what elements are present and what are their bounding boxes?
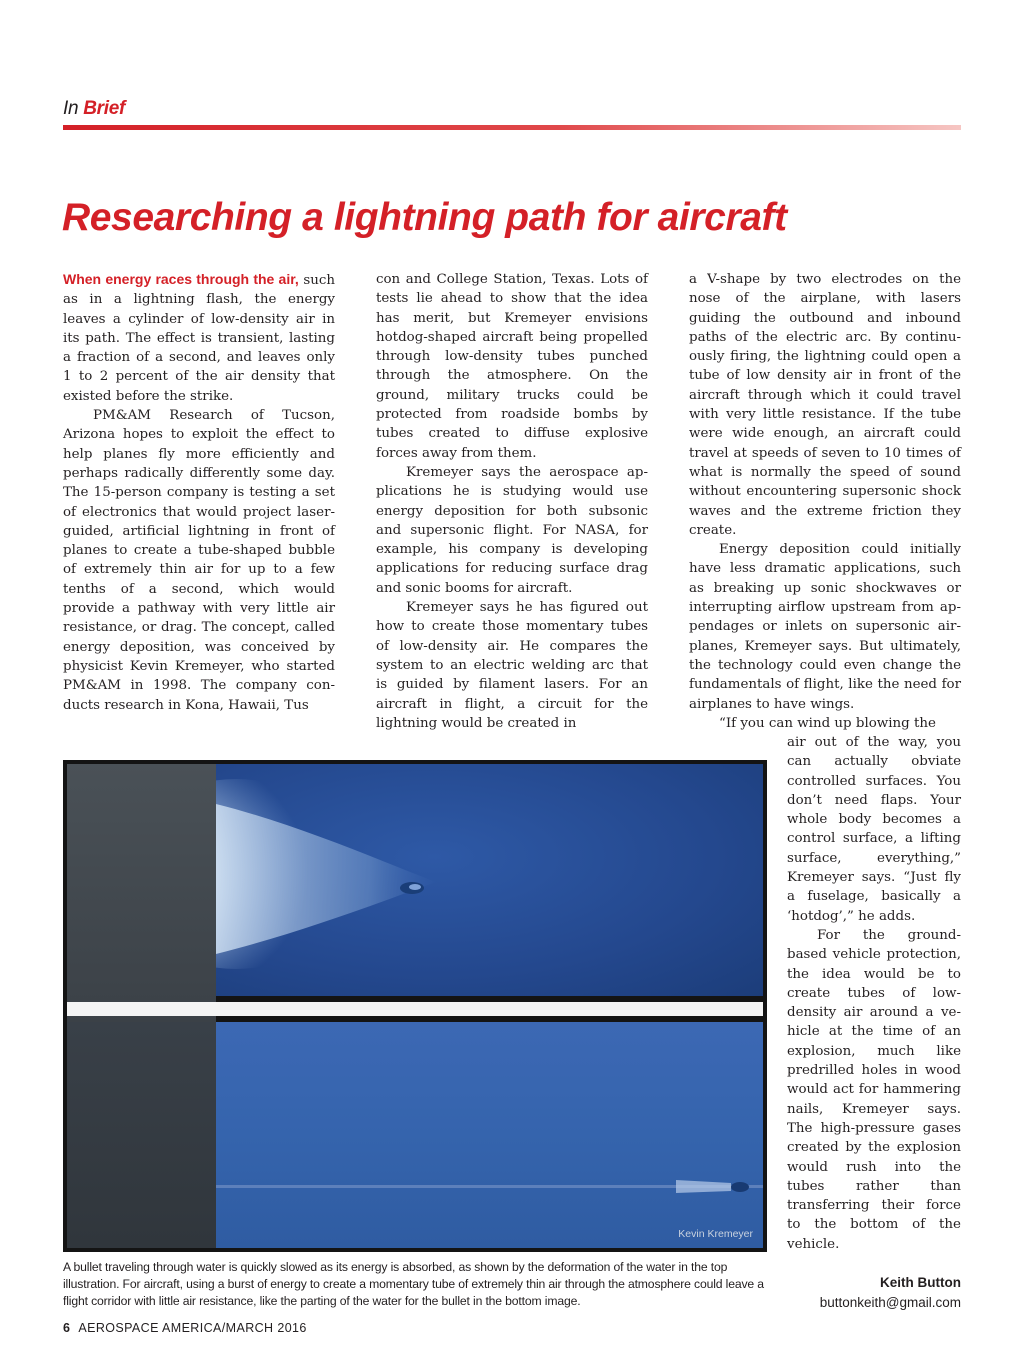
photo-dark-panel-bottom	[67, 1022, 216, 1248]
paragraph: PM&AM Research of Tucson, Arizona hopes to exploit the effect to help planes fly more efficiently and perhaps radically differently some day. The 15-person company is testing a set of electronics that would project laser-guided, artificial lightning in front of planes to create a tube-shaped bubble of extremely thin air for up to a few tenths of a second, which would provide a pathway with very little air resistance, or drag. The concept, called energy deposition, was conceived by physicist Kevin Kremeyer, who started PM&AM in 1998. The company conducts research in Kona, Hawaii, Tus	[63, 408, 335, 713]
article-column-1	[63, 270, 335, 715]
paragraph: For the ground-based vehicle protection, the idea would be to create tubes of low-density air around a vehicle at the time of an explosion, much like predrilled holes in wood would act for hammering nails, Kremeyer says. The high-pressure gases created by the explosion would rush into the tubes rather than transferring their force to the bottom of the vehicle.	[787, 927, 961, 1252]
paragraph: Kremeyer says the aerospace applications he is studying would use energy deposition for both subsonic and supersonic flight. For NASA, for example, his company is developing applications for reducing surface drag and sonic booms for aircraft.	[376, 464, 648, 596]
publication-name: AEROSPACE AMERICA/MARCH 2016	[78, 1321, 307, 1335]
paragraph: air out of the way, you can actually obviate controlled surfaces. You don’t need flaps. Your whole body becomes a control surface, a lifting surface, everything,” Kremeyer says. “Just fly a fuselage, basically a ‘hotdog’,” he adds.	[787, 735, 961, 924]
headline: Researching a lightning path for aircraft	[62, 196, 787, 239]
paragraph: “If you can wind up blowing the	[719, 715, 936, 731]
page-footer	[63, 1321, 307, 1335]
section-prefix: In	[63, 98, 79, 119]
paragraph	[63, 270, 335, 406]
article-column-3	[689, 270, 961, 733]
photo-credit: Kevin Kremeyer	[678, 1228, 753, 1240]
paragraph: Kremeyer says he has figured out how to create those momentary tubes of low-density air. He compares the system to an electric welding arc that is guided by filament lasers. For an aircraft in flight, a circuit for the lightning would be created in	[376, 600, 648, 731]
figure-caption: A bullet traveling through water is quickly slowed as its energy is absorbed, as shown by the deformation of the water in the top illustration. For aircraft, using a burst of energy to create a momentary tube of extremely thin air through the atmosphere could leave a flight corridor with little air resistance, like the parting of the water for the bullet in the bottom image.	[63, 1260, 764, 1308]
photo-top-panel	[216, 764, 763, 996]
header-rule	[63, 125, 961, 130]
author-name: Keith Button	[880, 1275, 961, 1290]
page-number: 6	[63, 1321, 71, 1335]
paragraph: a V-shape by two electrodes on the nose of the airplane, with lasers guiding the outbound and inbound paths of the electric arc. By continuously firing, the lightning could open a tube of low density air in front of the aircraft through which it could travel with very little resistance. If the tube were wide enough, an aircraft could travel at speeds of seven to 10 times of what is normally the speed of sound without encountering supersonic shock waves and the extreme friction they create.	[689, 272, 961, 538]
bullet-water-illustration	[216, 764, 763, 996]
lead-in: When energy races through the air,	[63, 271, 299, 287]
paragraph: Energy deposition could initially have less dramatic applications, such as breaking up sonic shockwaves or interrupting airflow upstream from appendages or inlets on supersonic airplanes, Kremeyer says. But ultimately, the technology could even change the fundamentals of flight, like the need for airplanes to have wings.	[689, 542, 961, 712]
paragraph-text: such as in a lightning flash, the energy leaves a cylinder of low-density air in its path. The effect is transient, lasting a fraction of a second, and leaves only 1 to 2 percent of the air density that existed before the strike.	[63, 273, 335, 404]
photo-figure	[63, 760, 767, 1252]
photo-bottom-panel	[216, 1022, 763, 1248]
author-signature	[820, 1273, 961, 1313]
section-tag	[63, 98, 125, 120]
article-column-3-continued	[787, 733, 961, 1254]
author-email: buttonkeith@gmail.com	[819, 1295, 961, 1310]
paragraph: con and College Station, Texas. Lots of tests lie ahead to show that the idea has merit, but Kremeyer envisions hotdog-shaped aircraft being propelled through low-density tubes punched through the atmosphere. On the ground, military trucks could be protected from roadside bombs by tubes created to diffuse explosive forces away from them.	[376, 272, 648, 461]
article-column-2	[376, 270, 648, 733]
bullet-tube-illustration	[216, 1022, 763, 1248]
section-name: Brief	[83, 98, 126, 119]
divider-bar	[67, 1002, 763, 1016]
